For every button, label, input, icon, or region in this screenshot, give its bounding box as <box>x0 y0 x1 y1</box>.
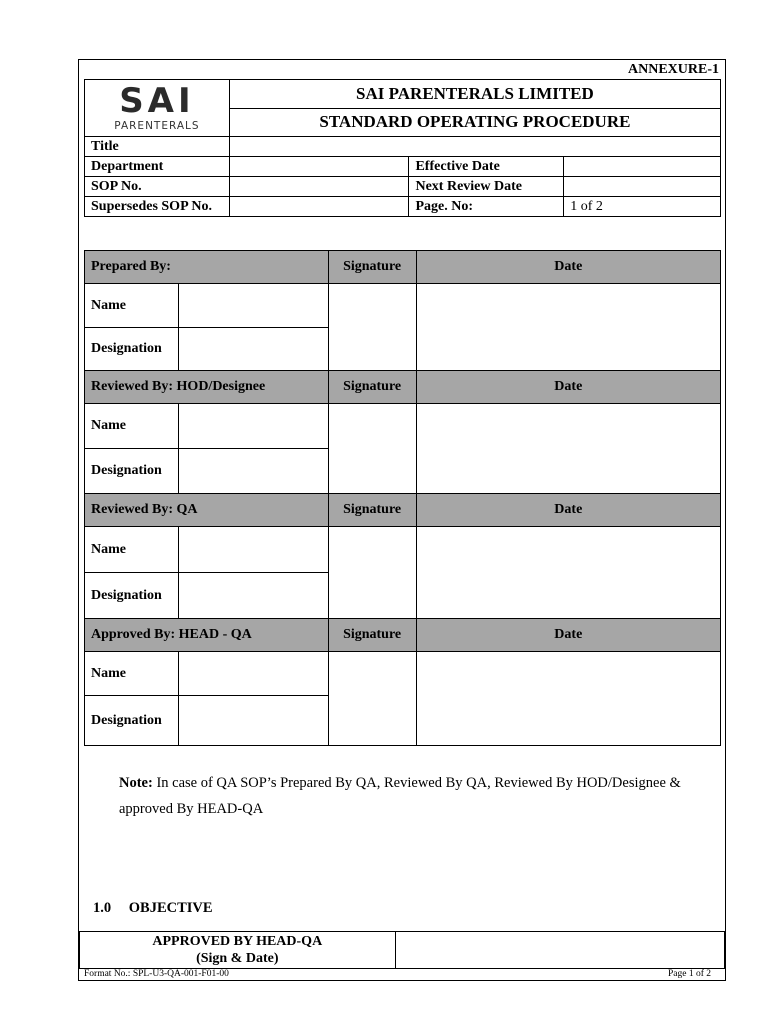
page-no-value: 1 of 2 <box>564 197 721 217</box>
page-no-label: Page. No: <box>409 197 564 217</box>
name-label: Name <box>85 527 179 573</box>
qa-name-value[interactable] <box>178 527 328 573</box>
head-qa-sign-cell[interactable] <box>395 932 724 969</box>
supersedes-value[interactable] <box>229 197 409 217</box>
document-page <box>78 59 726 981</box>
designation-label: Designation <box>85 573 179 619</box>
name-label: Name <box>85 284 179 328</box>
approved-name-value[interactable] <box>178 652 328 696</box>
footer-approval-table <box>79 931 725 969</box>
approved-signature-cell[interactable] <box>328 652 416 746</box>
date-header: Date <box>416 251 720 284</box>
signature-header: Signature <box>328 251 416 284</box>
title-value[interactable] <box>229 137 720 157</box>
sop-no-label: SOP No. <box>85 177 230 197</box>
date-header: Date <box>416 371 720 404</box>
prepared-date-cell[interactable] <box>416 284 720 371</box>
prepared-by-header: Prepared By: <box>85 251 329 284</box>
reviewed-qa-header: Reviewed By: QA <box>85 494 329 527</box>
prepared-signature-cell[interactable] <box>328 284 416 371</box>
name-label: Name <box>85 404 179 449</box>
signoff-table <box>84 250 721 746</box>
designation-label: Designation <box>85 328 179 371</box>
supersedes-label: Supersedes SOP No. <box>85 197 230 217</box>
objective-number: 1.0 <box>93 900 112 916</box>
note-text: In case of QA SOP’s Prepared By QA, Reviewed By QA, Reviewed By HOD/Designee & approved By HEAD-QA <box>119 775 681 817</box>
prepared-designation-value[interactable] <box>178 328 328 371</box>
approved-by-head-qa-cell <box>80 932 396 969</box>
objective-heading <box>93 900 213 917</box>
approved-date-cell[interactable] <box>416 652 720 746</box>
approved-by-header: Approved By: HEAD - QA <box>85 619 329 652</box>
department-label: Department <box>85 157 230 177</box>
sign-and-date: (Sign & Date) <box>196 951 279 966</box>
document-type: STANDARD OPERATING PROCEDURE <box>229 108 720 137</box>
hod-designation-value[interactable] <box>178 449 328 494</box>
next-review-label: Next Review Date <box>409 177 564 197</box>
reviewed-hod-header: Reviewed By: HOD/Designee <box>85 371 329 404</box>
sop-no-value[interactable] <box>229 177 409 197</box>
qa-designation-value[interactable] <box>178 573 328 619</box>
date-header: Date <box>416 494 720 527</box>
qa-signature-cell[interactable] <box>328 527 416 619</box>
qa-date-cell[interactable] <box>416 527 720 619</box>
format-number: Format No.: SPL-U3-QA-001-F01-00 <box>84 969 229 979</box>
effective-date-label: Effective Date <box>409 157 564 177</box>
logo-mark: SAI <box>119 81 195 121</box>
company-logo <box>85 80 229 136</box>
approved-designation-value[interactable] <box>178 696 328 746</box>
hod-name-value[interactable] <box>178 404 328 449</box>
date-header: Date <box>416 619 720 652</box>
page-counter: Page 1 of 2 <box>667 969 711 979</box>
signature-header: Signature <box>328 619 416 652</box>
department-value[interactable] <box>229 157 409 177</box>
signature-header: Signature <box>328 371 416 404</box>
note-paragraph <box>119 770 719 822</box>
hod-signature-cell[interactable] <box>328 404 416 494</box>
logo-subtext: PARENTERALS <box>114 120 200 132</box>
header-table <box>84 79 721 217</box>
prepared-name-value[interactable] <box>178 284 328 328</box>
logo-cell <box>85 80 230 137</box>
designation-label: Designation <box>85 449 179 494</box>
designation-label: Designation <box>85 696 179 746</box>
objective-label: OBJECTIVE <box>128 900 213 916</box>
name-label: Name <box>85 652 179 696</box>
title-label: Title <box>85 137 230 157</box>
hod-date-cell[interactable] <box>416 404 720 494</box>
signature-header: Signature <box>328 494 416 527</box>
company-name: SAI PARENTERALS LIMITED <box>229 80 720 109</box>
annexure-label: ANNEXURE-1 <box>628 62 719 77</box>
note-label: Note: <box>119 775 153 791</box>
approved-by-head-qa: APPROVED BY HEAD-QA <box>152 934 323 949</box>
effective-date-value[interactable] <box>564 157 721 177</box>
next-review-value[interactable] <box>564 177 721 197</box>
